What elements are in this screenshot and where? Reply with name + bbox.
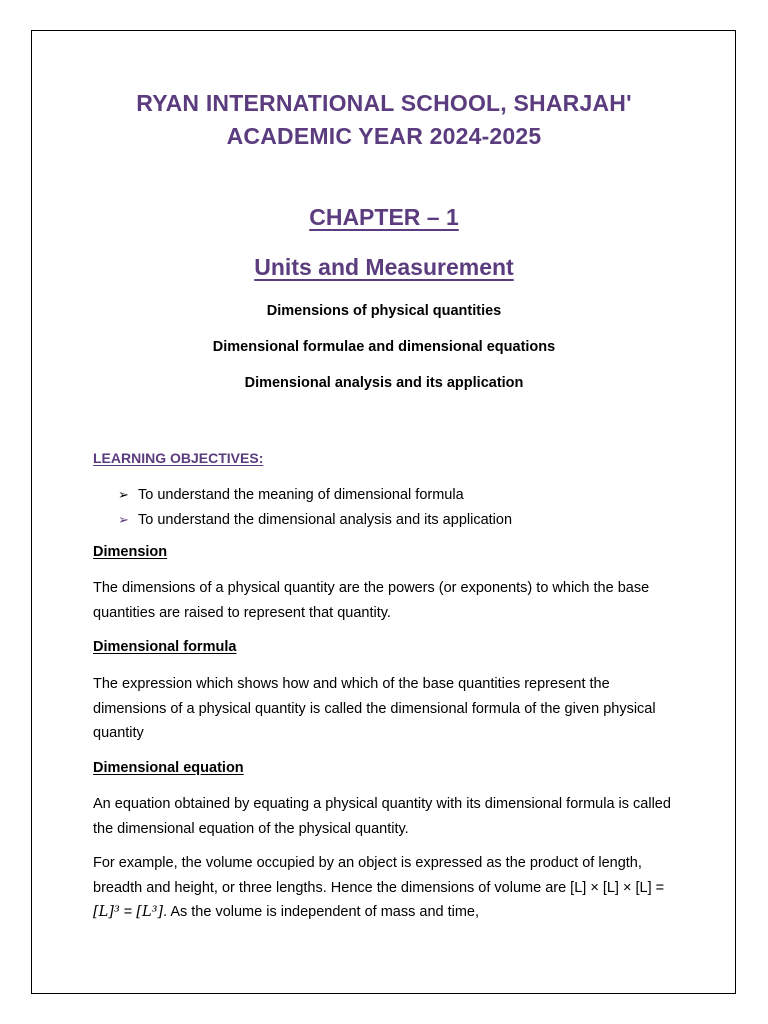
objective-text: To understand the meaning of dimensional formula	[138, 486, 464, 503]
chapter-number: CHAPTER – 1	[309, 204, 459, 230]
example-tail: . As the volume is independent of mass and time,	[163, 904, 480, 920]
section-heading-dimensional-formula: Dimensional formula	[93, 639, 237, 655]
section-heading-dimension: Dimension	[93, 544, 168, 560]
section-text-dimensional-equation: An equation obtained by equating a physical quantity with its dimensional formula is called the dimensional equation of the physical quantity.	[93, 796, 671, 837]
arrow-bullet-icon: ➢	[118, 511, 129, 527]
example-paragraph	[93, 851, 673, 925]
chapter-number-container	[0, 204, 768, 231]
topic-1: Dimensions of physical quantities	[266, 303, 502, 319]
school-name: RYAN INTERNATIONAL SCHOOL, SHARJAH'	[136, 90, 632, 116]
chapter-title-container	[0, 254, 768, 281]
list-item	[118, 482, 512, 507]
learning-objectives-heading: LEARNING OBJECTIVES:	[93, 450, 264, 466]
example-intro: For example, the volume occupied by an object is expressed as the product of length, breadth and height, or three lengths. Hence the dimensions of volume are [L] × [L] × [L] =	[93, 855, 665, 896]
example-equals: =	[119, 904, 137, 920]
arrow-bullet-icon: ➢	[118, 486, 129, 502]
topic-3: Dimensional analysis and its application	[244, 375, 524, 391]
academic-year: ACADEMIC YEAR 2024-2025	[226, 123, 542, 149]
section-heading-dimensional-equation: Dimensional equation	[93, 760, 244, 776]
math-expression-1: [L]³	[93, 904, 120, 920]
section-text-dimension: The dimensions of a physical quantity are the powers (or exponents) to which the base quantities are raised to represent that quantity.	[93, 580, 650, 621]
chapter-title: Units and Measurement	[254, 254, 514, 280]
objectives-list	[118, 482, 512, 532]
section-text-dimensional-formula: The expression which shows how and which of the base quantities represent the dimensions of a physical quantity is called the dimensional formula of the given physical quantity	[93, 676, 656, 741]
list-item	[118, 507, 512, 532]
math-expression-2: [L³]	[136, 904, 164, 920]
topic-2: Dimensional formulae and dimensional equations	[212, 339, 556, 355]
objective-text: To understand the dimensional analysis and its application	[138, 511, 513, 528]
